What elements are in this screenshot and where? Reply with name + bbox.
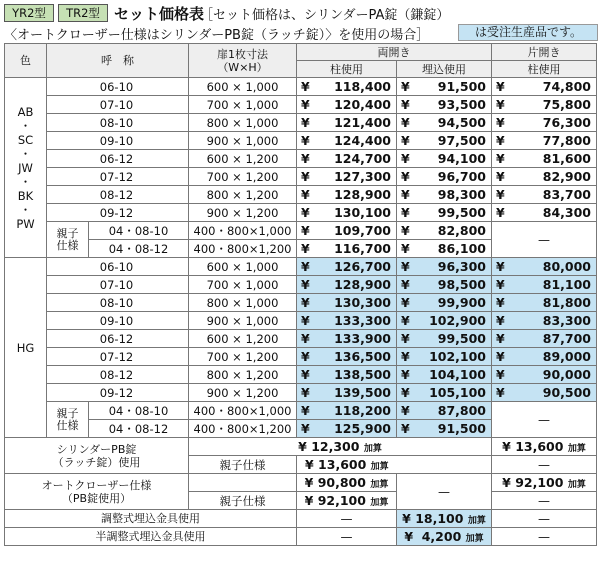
yen-symbol: ¥ [301, 79, 310, 94]
price-value: 124,700 [334, 151, 391, 166]
yen-symbol: ¥ [301, 367, 310, 382]
door-size: 900 × 1,200 [189, 384, 297, 402]
model-code: 08-10 [47, 114, 189, 132]
adjustable-embed-price [397, 510, 492, 528]
made-to-order-legend: は受注生産品です。 [458, 24, 598, 41]
autocloser-post-price [297, 474, 397, 492]
price-value: 127,300 [334, 169, 391, 184]
yen-symbol: ¥ [401, 349, 410, 364]
not-available-dash: — [297, 510, 397, 528]
option-row-semi-adjustable [5, 528, 597, 546]
price-value: 99,500 [437, 205, 486, 220]
door-size: 700 × 1,200 [189, 168, 297, 186]
yen-symbol: ¥ [301, 385, 310, 400]
yen-symbol: ¥ [401, 169, 410, 184]
price-value: 130,300 [334, 295, 391, 310]
model-code: 07-12 [47, 168, 189, 186]
table-row [5, 276, 597, 294]
option-row-adjustable [5, 510, 597, 528]
price-value: 104,100 [429, 367, 486, 382]
yen-symbol: ¥ [301, 151, 310, 166]
price-value: 105,100 [429, 385, 486, 400]
door-size: 400・800×1,000 [189, 402, 297, 420]
price-single-post [492, 168, 597, 186]
yen-symbol: ¥ [496, 277, 505, 292]
yen-symbol: ¥ [401, 259, 410, 274]
price-double-embed [397, 402, 492, 420]
door-size: 800 × 1,000 [189, 114, 297, 132]
price-single-post [492, 348, 597, 366]
door-size: 600 × 1,200 [189, 150, 297, 168]
yen-symbol: ¥ [496, 205, 505, 220]
price-value: 75,800 [542, 97, 591, 112]
yen-symbol: ¥ [401, 205, 410, 220]
option-label-cylinder: シリンダーPB錠 （ラッチ錠）使用 [5, 438, 189, 474]
price-double-embed [397, 186, 492, 204]
price-value: 125,900 [334, 421, 391, 436]
price-double-post [297, 186, 397, 204]
price-double-post [297, 114, 397, 132]
door-size: 600 × 1,000 [189, 258, 297, 276]
yen-symbol: ¥ [301, 115, 310, 130]
price-value: 90,500 [542, 385, 591, 400]
table-row [5, 150, 597, 168]
yen-symbol: ¥ [301, 331, 310, 346]
price-double-post [297, 78, 397, 96]
price-value: 109,700 [334, 223, 391, 238]
price-double-post [297, 420, 397, 438]
price-double-post [297, 366, 397, 384]
model-code: 06-12 [47, 150, 189, 168]
yen-symbol: ¥ [496, 385, 505, 400]
price-value: 81,100 [542, 277, 591, 292]
price-value: 81,800 [542, 295, 591, 310]
cylinder-double-price [189, 438, 492, 456]
model-tag-tr2: TR2型 [58, 4, 108, 22]
yen-symbol: ¥ [496, 259, 505, 274]
autocloser-oyako-price [297, 492, 397, 510]
addon-suffix: 加算 [465, 534, 484, 544]
price-single-post [492, 96, 597, 114]
yen-symbol: ¥ [496, 169, 505, 184]
yen-symbol: ¥ [496, 295, 505, 310]
yen-symbol: ¥ [401, 151, 410, 166]
yen-symbol: ¥ [301, 97, 310, 112]
price-double-embed [397, 294, 492, 312]
door-size: 700 × 1,000 [189, 276, 297, 294]
price-single-post [492, 258, 597, 276]
price-value: 82,900 [542, 169, 591, 184]
yen-symbol: ¥ [401, 79, 410, 94]
yen-symbol: ¥ [401, 115, 410, 130]
yen-symbol: ¥ [301, 205, 310, 220]
option-row-autocloser [5, 474, 597, 492]
yen-symbol: ¥ [496, 97, 505, 112]
price-value: 102,900 [429, 313, 486, 328]
table-header-row [5, 44, 597, 61]
yen-symbol: ¥ [496, 367, 505, 382]
price-double-post [297, 96, 397, 114]
addon-suffix: 加算 [567, 480, 586, 490]
table-row [5, 186, 597, 204]
addon-price: ¥ 92,100 [304, 493, 366, 508]
price-double-embed [397, 384, 492, 402]
yen-symbol: ¥ [301, 349, 310, 364]
price-double-post [297, 240, 397, 258]
addon-price: ¥ 13,600 [502, 439, 564, 454]
price-double-embed [397, 348, 492, 366]
price-value: 99,500 [437, 331, 486, 346]
price-value: 76,300 [542, 115, 591, 130]
price-value: 121,400 [334, 115, 391, 130]
table-row [5, 204, 597, 222]
yen-symbol: ¥ [301, 277, 310, 292]
price-value: 80,000 [542, 259, 591, 274]
yen-symbol: ¥ [496, 331, 505, 346]
price-value: 96,300 [437, 259, 486, 274]
yen-symbol: ¥ [301, 241, 310, 256]
option-sub-label: 親子仕様 [189, 492, 297, 510]
yen-symbol: ¥ [401, 277, 410, 292]
header [0, 0, 600, 44]
not-available-dash: — [492, 402, 597, 438]
yen-symbol: ¥ [401, 403, 410, 418]
page-title: セット価格表 [114, 5, 205, 23]
door-size: 600 × 1,000 [189, 78, 297, 96]
price-double-embed [397, 132, 492, 150]
door-size: 600 × 1,200 [189, 330, 297, 348]
price-double-embed [397, 96, 492, 114]
table-row [5, 348, 597, 366]
price-value: 128,900 [334, 277, 391, 292]
price-value: 97,500 [437, 133, 486, 148]
price-single-post [492, 204, 597, 222]
yen-symbol: ¥ [496, 79, 505, 94]
color-cell: HG [5, 258, 47, 438]
table-row [5, 258, 597, 276]
yen-symbol: ¥ [301, 223, 310, 238]
price-value: 91,500 [437, 79, 486, 94]
price-single-post [492, 330, 597, 348]
price-double-embed [397, 150, 492, 168]
price-single-post [492, 186, 597, 204]
addon-price: ¥ 92,100 [502, 475, 564, 490]
yen-symbol: ¥ [301, 403, 310, 418]
model-code: 09-12 [47, 204, 189, 222]
option-spacer [189, 474, 297, 492]
price-value: 98,500 [437, 277, 486, 292]
oyako-label: 親子 仕様 [47, 222, 89, 258]
option-label-semi-adjustable: 半調整式埋込金具使用 [5, 528, 297, 546]
not-available-dash: — [297, 528, 397, 546]
addon-suffix: 加算 [567, 444, 586, 454]
model-code: 09-10 [47, 132, 189, 150]
price-double-post [297, 150, 397, 168]
yen-symbol: ¥ [301, 187, 310, 202]
price-value: 91,500 [437, 421, 486, 436]
model-code: 07-12 [47, 348, 189, 366]
door-size: 900 × 1,000 [189, 312, 297, 330]
col-header-post: 柱使用 [297, 61, 397, 78]
addon-price: ¥ 90,800 [304, 475, 366, 490]
addon-suffix: 加算 [370, 498, 389, 508]
price-value: 81,600 [542, 151, 591, 166]
model-code: 04・08-12 [89, 240, 189, 258]
price-single-post [492, 312, 597, 330]
col-header-single: 片開き [492, 44, 597, 61]
not-available-dash: — [492, 492, 597, 510]
price-double-embed [397, 420, 492, 438]
model-code: 07-10 [47, 276, 189, 294]
autocloser-single-price [492, 474, 597, 492]
model-tag-yr2: YR2型 [4, 4, 54, 22]
yen-symbol: ¥ [401, 385, 410, 400]
model-code: 04・08-10 [89, 402, 189, 420]
door-size: 900 × 1,000 [189, 132, 297, 150]
table-row [5, 384, 597, 402]
option-label-adjustable: 調整式埋込金具使用 [5, 510, 297, 528]
price-single-post [492, 276, 597, 294]
yen-symbol: ¥ [401, 421, 410, 436]
price-value: 139,500 [334, 385, 391, 400]
price-single-post [492, 384, 597, 402]
not-available-dash: — [492, 456, 597, 474]
price-double-embed [397, 366, 492, 384]
yen-symbol: ¥ [401, 367, 410, 382]
model-code: 08-10 [47, 294, 189, 312]
yen-symbol: ¥ [496, 349, 505, 364]
price-value: 128,900 [334, 187, 391, 202]
price-value: 126,700 [334, 259, 391, 274]
model-code: 06-10 [47, 78, 189, 96]
col-header-embed: 埋込使用 [397, 61, 492, 78]
price-value: 94,500 [437, 115, 486, 130]
col-header-double: 両開き [297, 44, 492, 61]
price-value: 86,100 [437, 241, 486, 256]
addon-suffix: 加算 [370, 480, 389, 490]
yen-symbol: ¥ [401, 313, 410, 328]
price-value: 102,100 [429, 349, 486, 364]
price-value: 120,400 [334, 97, 391, 112]
door-size: 900 × 1,200 [189, 204, 297, 222]
model-code: 08-12 [47, 186, 189, 204]
price-double-embed [397, 114, 492, 132]
price-double-post [297, 204, 397, 222]
price-value: 124,400 [334, 133, 391, 148]
price-value: 98,300 [437, 187, 486, 202]
table-row [5, 330, 597, 348]
price-value: 133,900 [334, 331, 391, 346]
table-row [5, 132, 597, 150]
price-value: 118,400 [334, 79, 391, 94]
price-double-post [297, 402, 397, 420]
model-code: 09-12 [47, 384, 189, 402]
addon-suffix: 加算 [370, 462, 389, 472]
price-value: 87,800 [437, 403, 486, 418]
door-size: 800 × 1,200 [189, 366, 297, 384]
addon-suffix: 加算 [363, 444, 382, 454]
price-double-post [297, 348, 397, 366]
yen-symbol: ¥ [301, 421, 310, 436]
price-table [4, 43, 597, 546]
model-code: 04・08-10 [89, 222, 189, 240]
price-single-post [492, 132, 597, 150]
price-double-embed [397, 312, 492, 330]
price-double-post [297, 132, 397, 150]
table-row [5, 294, 597, 312]
price-value: 82,800 [437, 223, 486, 238]
model-code: 08-12 [47, 366, 189, 384]
price-double-embed [397, 330, 492, 348]
price-double-post [297, 330, 397, 348]
price-double-embed [397, 258, 492, 276]
yen-symbol: ¥ [401, 133, 410, 148]
price-value: 133,300 [334, 313, 391, 328]
yen-symbol: ¥ [401, 187, 410, 202]
yen-symbol: ¥ [401, 331, 410, 346]
option-label-autocloser: オートクローザー仕様 （PB錠使用） [5, 474, 189, 510]
table-row [5, 78, 597, 96]
door-size: 400・800×1,200 [189, 240, 297, 258]
price-value: 90,000 [542, 367, 591, 382]
col-header-color: 色 [5, 44, 47, 78]
price-value: 94,100 [437, 151, 486, 166]
door-size: 800 × 1,200 [189, 186, 297, 204]
table-row-oyako [5, 222, 597, 240]
option-sub-label: 親子仕様 [189, 456, 297, 474]
yen-symbol: ¥ [301, 313, 310, 328]
yen-symbol: ¥ [401, 241, 410, 256]
table-row [5, 96, 597, 114]
door-size: 800 × 1,000 [189, 294, 297, 312]
price-double-embed [397, 222, 492, 240]
not-available-dash: — [397, 474, 492, 510]
door-size: 400・800×1,000 [189, 222, 297, 240]
price-value: 83,700 [542, 187, 591, 202]
yen-symbol: ¥ [301, 259, 310, 274]
price-double-embed [397, 78, 492, 96]
yen-symbol: ¥ [301, 133, 310, 148]
yen-symbol: ¥ [401, 223, 410, 238]
model-code: 06-12 [47, 330, 189, 348]
price-value: 87,700 [542, 331, 591, 346]
table-row [5, 312, 597, 330]
addon-price: ¥ 4,200 [404, 529, 462, 544]
price-double-post [297, 222, 397, 240]
yen-symbol: ¥ [401, 97, 410, 112]
price-value: 74,800 [542, 79, 591, 94]
col-header-size: 扉1枚寸法 （W×H） [189, 44, 297, 78]
color-cell: AB ・ SC ・ JW ・ BK ・ PW [5, 78, 47, 258]
col-header-single-post: 柱使用 [492, 61, 597, 78]
price-value: 83,300 [542, 313, 591, 328]
yen-symbol: ¥ [496, 151, 505, 166]
price-single-post [492, 150, 597, 168]
not-available-dash: — [492, 510, 597, 528]
table-row [5, 114, 597, 132]
price-single-post [492, 294, 597, 312]
price-double-post [297, 294, 397, 312]
not-available-dash: — [492, 222, 597, 258]
yen-symbol: ¥ [401, 295, 410, 310]
price-value: 99,900 [437, 295, 486, 310]
price-single-post [492, 114, 597, 132]
yen-symbol: ¥ [496, 133, 505, 148]
price-double-embed [397, 204, 492, 222]
col-header-name: 呼 称 [47, 44, 189, 78]
option-row-cylinder [5, 438, 597, 456]
price-double-embed [397, 276, 492, 294]
addon-price: ¥ 12,300 [298, 439, 360, 454]
price-double-embed [397, 240, 492, 258]
not-available-dash: — [492, 528, 597, 546]
door-size: 700 × 1,200 [189, 348, 297, 366]
price-single-post [492, 366, 597, 384]
yen-symbol: ¥ [301, 169, 310, 184]
addon-price: ¥ 18,100 [402, 511, 464, 526]
title-note-line2: 〈オートクローザー仕様はシリンダーPB錠（ラッチ錠）〉を使用の場合］ [4, 28, 430, 43]
table-row [5, 366, 597, 384]
yen-symbol: ¥ [496, 313, 505, 328]
price-single-post [492, 78, 597, 96]
model-code: 06-10 [47, 258, 189, 276]
yen-symbol: ¥ [301, 295, 310, 310]
oyako-label: 親子 仕様 [47, 402, 89, 438]
yen-symbol: ¥ [496, 115, 505, 130]
cylinder-oyako-price [297, 456, 492, 474]
price-double-post [297, 384, 397, 402]
model-code: 09-10 [47, 312, 189, 330]
price-value: 138,500 [334, 367, 391, 382]
price-double-post [297, 258, 397, 276]
table-row-oyako [5, 402, 597, 420]
addon-suffix: 加算 [467, 516, 486, 526]
price-value: 93,500 [437, 97, 486, 112]
cylinder-single-price [492, 438, 597, 456]
price-value: 89,000 [542, 349, 591, 364]
price-value: 116,700 [334, 241, 391, 256]
price-table-body [5, 44, 597, 546]
price-value: 96,700 [437, 169, 486, 184]
price-double-embed [397, 168, 492, 186]
price-value: 118,200 [334, 403, 391, 418]
model-code: 04・08-12 [89, 420, 189, 438]
price-double-post [297, 276, 397, 294]
addon-price: ¥ 13,600 [305, 457, 367, 472]
price-value: 130,100 [334, 205, 391, 220]
price-double-post [297, 312, 397, 330]
door-size: 700 × 1,000 [189, 96, 297, 114]
price-value: 84,300 [542, 205, 591, 220]
price-double-post [297, 168, 397, 186]
yen-symbol: ¥ [496, 187, 505, 202]
price-value: 77,800 [542, 133, 591, 148]
table-row [5, 168, 597, 186]
model-code: 07-10 [47, 96, 189, 114]
title-note-line1: ［セット価格は、シリンダーPA錠（鎌錠） [200, 8, 450, 23]
price-value: 136,500 [334, 349, 391, 364]
semi-adjustable-embed-price [397, 528, 492, 546]
door-size: 400・800×1,200 [189, 420, 297, 438]
